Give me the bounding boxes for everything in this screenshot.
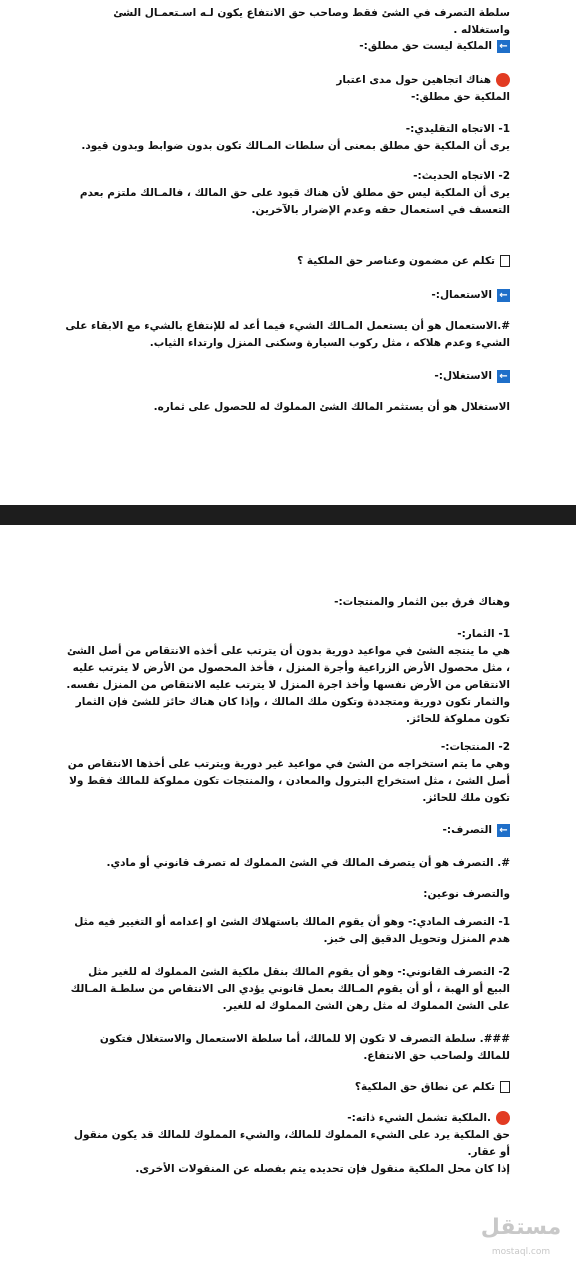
watermark-url: mostaql.com xyxy=(491,1247,551,1257)
square-bullet-icon xyxy=(500,1081,510,1093)
document-page-1 xyxy=(0,0,576,505)
disposal-definition: #. التصرف هو أن يتصرف المالك في الشئ المملوك له تصرف قانوني أو مادي. xyxy=(106,857,510,869)
traditional-direction: 1- الاتجاه التقليدي:- يرى أن الملكية حق مطلق بمعنى أن سلطات المـالك تكون بدون ضوابط وبدون قيود. xyxy=(81,123,510,152)
exploit-paragraph: الاستغلال هو أن يستثمر المالك الشئ المملوك له للحصول على ثماره. xyxy=(153,401,510,413)
red-circle-icon xyxy=(496,73,510,87)
fruits-section: 1- الثمار:- هي ما ينتجه الشئ في مواعيد دورية بدون أن يترتب على أخذه الانتقاص من أصل الشئ ، مثل محصول الأرض الزراعية وأجرة المنزل ، فأخذ المحصول من الأرض لا يترتب عليه الانتقاص من الأرض نفسها وأخذ اجرة المنزل لا يترتب عليه الانتقاص من المنزل نفسه. والثمار تكون دورية ومتجددة وتكون ملك المالك ، وإذا كان هناك حائز للشئ فإن الثمار تكون مملوكة للحائز. xyxy=(66,628,510,725)
intro-paragraph: سلطة التصرف في الشئ فقط وصاحب حق الانتفاع يكون لـه اسـتعمـال الشئ واستغلاله . xyxy=(113,7,510,36)
left-arrow-box-icon: ← xyxy=(497,370,510,383)
material-disposal: 1- التصرف المادي:- وهو أن يقوم المالك باستهلاك الشئ او إعدامه أو التغيير فيه مثل هدم المنزل وتحويل الدقيق إلى خبز. xyxy=(74,916,510,945)
exploit-heading: ←الاستغلال:- xyxy=(64,368,510,385)
left-arrow-box-icon: ← xyxy=(497,824,510,837)
question-scope: تكلم عن نطاق حق الملكية؟ xyxy=(64,1079,510,1096)
scope-section: .الملكية تشمل الشيء ذاته:- حق الملكية يرد على الشيء المملوك للمالك، والشيء المملوك للمالك قد يكون منقول أو عقار. إذا كان محل الملكية منقول فإن تحديده يتم بفصله عن المنقولات الأخرى. xyxy=(73,1112,510,1175)
left-arrow-box-icon: ← xyxy=(497,289,510,302)
directions-intro: هناك اتجاهين حول مدى اعتبار الملكية حق مطلق:- xyxy=(336,74,510,103)
disposal-types: والتصرف نوعين: xyxy=(423,888,510,900)
question-content: تكلم عن مضمون وعناصر حق الملكية ؟ xyxy=(64,253,510,270)
products-section: 2- المنتجات:- وهي ما يتم استخراجه من الشئ في مواعيد غير دورية ويترتب على أخذها الانتقاص من أصل الشئ ، مثل استخراج البترول والمعادن ، والمنتجات تكون مملوكة للمالك فقط ولا تكون ملك للحائز. xyxy=(67,741,510,804)
page-divider xyxy=(0,505,576,525)
left-arrow-box-icon: ← xyxy=(497,40,510,53)
authority-note: ###. سلطة التصرف لا تكون إلا للمالك، أما سلطة الاستعمال والاستغلال فتكون للمالك ولصاحب حق الانتفاع. xyxy=(99,1033,510,1062)
diff-intro: وهناك فرق بين الثمار والمنتجات:- xyxy=(334,596,510,608)
watermark-logo: مستقل xyxy=(480,1215,562,1240)
red-circle-icon xyxy=(496,1111,510,1125)
legal-disposal: 2- التصرف القانوني:- وهو أن يقوم المالك بنقل ملكية الشئ المملوك له للغير مثل البيع أو الهبة ، أو أن يقوم المـالك بعمل قانوني يؤدي الى الانتقاص من سلطـة المـالك على الشئ المملوك له مثل رهن الشئ المملوك له للغير. xyxy=(70,966,510,1012)
modern-direction: 2- الاتجاه الحديث:- يرى أن الملكية ليس حق مطلق لأن هناك قيود على حق المالك ، فالمـالك ملتزم بعدم التعسف في استعمال حقه وعدم الإضرار بالآخرين. xyxy=(79,170,510,216)
use-paragraph: #.الاستعمال هو أن يستعمل المـالك الشيء فيما أعد له للإنتفاع بالشيء مع الابقاء على الشيء وعدم هلاكه ، مثل ركوب السيارة وسكنى المنزل وارتداء الثياب. xyxy=(65,320,510,349)
square-bullet-icon xyxy=(500,255,510,267)
not-absolute-heading: ←الملكية ليست حق مطلق:- xyxy=(64,38,510,55)
disposal-heading: ←التصرف:- xyxy=(64,822,510,839)
use-heading: ←الاستعمال:- xyxy=(64,287,510,304)
